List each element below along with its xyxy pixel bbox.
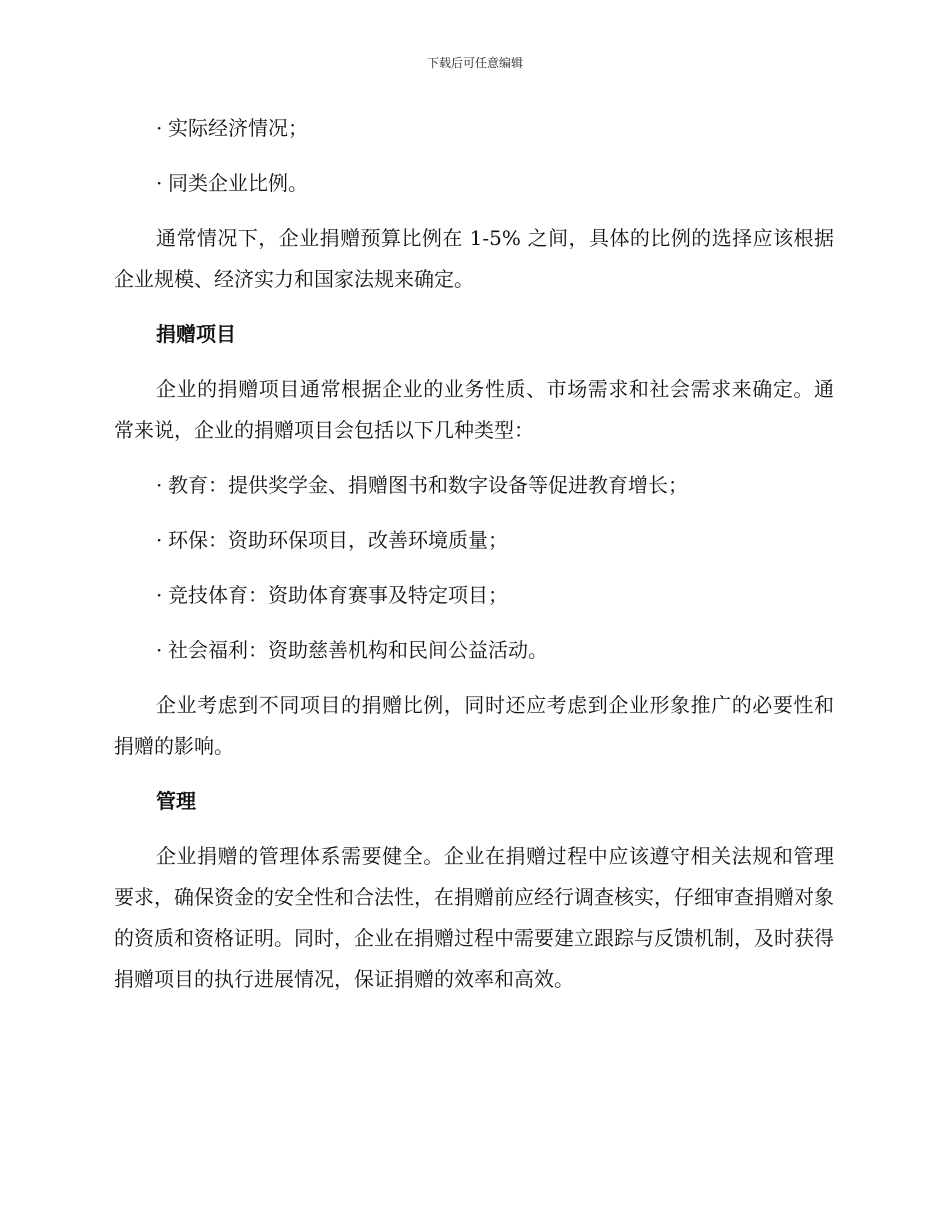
- paragraph: 企业捐赠的管理体系需要健全。企业在捐赠过程中应该遵守相关法规和管理要求，确保资金的安全性和合法性，在捐赠前应经行调查核实，仔细审查捐赠对象的资质和资格证明。同时，企业在捐赠过程中需要建立跟踪与反馈机制，及时获得捐赠项目的执行进展情况，保证捐赠的效率和高效。: [114, 844, 834, 991]
- bullet-text: 实际经济情况；: [168, 116, 308, 140]
- bullet-item: [114, 575, 834, 616]
- bullet-item: [114, 108, 834, 149]
- bullet-text: 环保：资助环保项目，改善环境质量；: [168, 528, 508, 552]
- bullet-item: [114, 163, 834, 204]
- paragraph: 企业考虑到不同项目的捐赠比例，同时还应考虑到企业形象推广的必要性和捐赠的影响。: [114, 693, 834, 758]
- bullet-dot: ·: [156, 638, 163, 662]
- bullet-dot: ·: [156, 583, 163, 607]
- bullet-dot: ·: [156, 116, 163, 140]
- paragraph: 企业的捐赠项目通常根据企业的业务性质、市场需求和社会需求来确定。通常来说，企业的捐赠项目会包括以下几种类型：: [114, 377, 834, 442]
- bullet-text: 社会福利：资助慈善机构和民间公益活动。: [168, 638, 548, 662]
- section-heading-management: 管理: [156, 789, 196, 813]
- document-body: [114, 108, 834, 1014]
- bullet-text: 竞技体育：资助体育赛事及特定项目；: [168, 583, 508, 607]
- bullet-text: 教育：提供奖学金、捐赠图书和数字设备等促进教育增长；: [168, 473, 688, 497]
- paragraph: 通常情况下，企业捐赠预算比例在 1-5% 之间，具体的比例的选择应该根据企业规模、经济实力和国家法规来确定。: [114, 226, 834, 291]
- bullet-item: [114, 520, 834, 561]
- bullet-text: 同类企业比例。: [168, 171, 308, 195]
- bullet-item: [114, 630, 834, 671]
- bullet-dot: ·: [156, 473, 163, 497]
- bullet-dot: ·: [156, 528, 163, 552]
- bullet-item: [114, 465, 834, 506]
- bullet-dot: ·: [156, 171, 163, 195]
- page-header: 下载后可任意编辑: [426, 56, 523, 70]
- section-heading-donation-projects: 捐赠项目: [156, 322, 236, 346]
